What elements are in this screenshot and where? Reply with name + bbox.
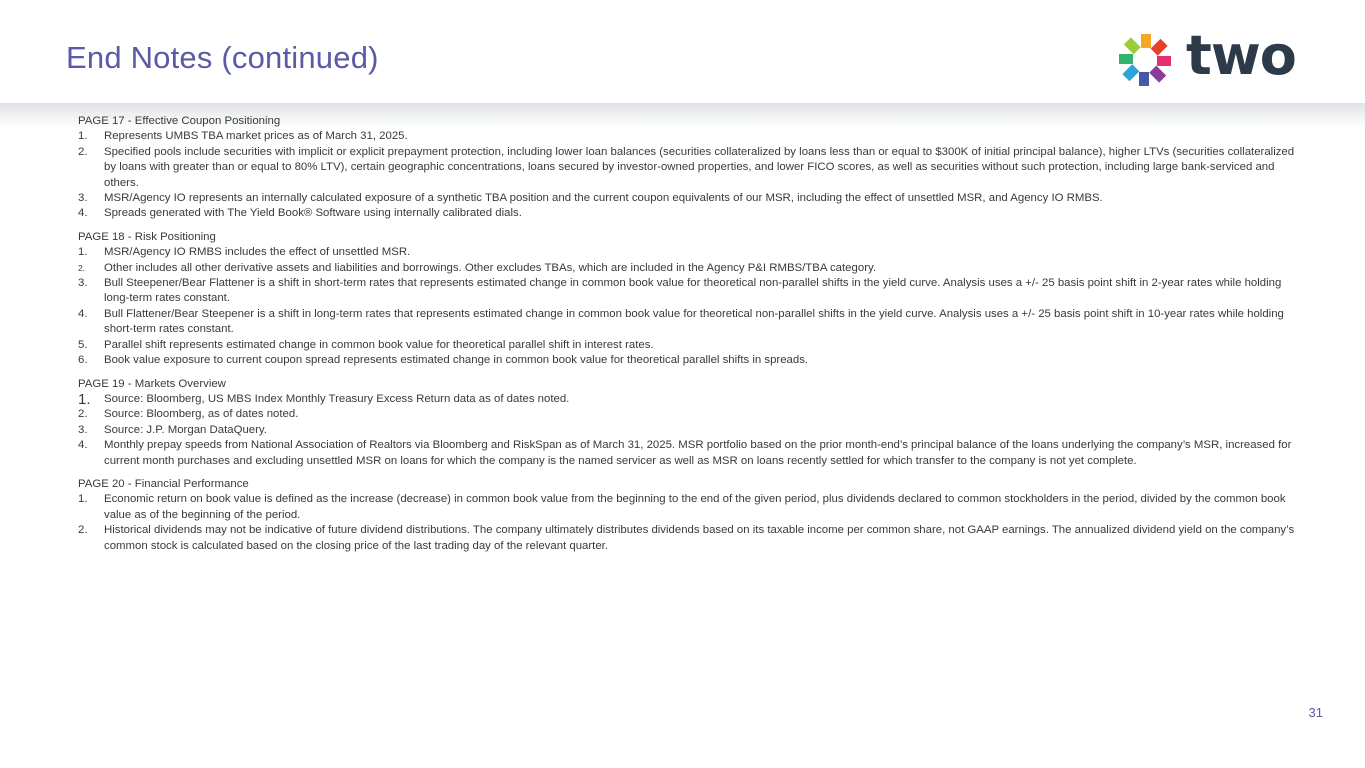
list-item [78, 438, 1308, 469]
item-text: Bull Steepener/Bear Flattener is a shift in short-term rates that represents estimated change in common book value for theoretical non-parallel shifts in the yield curve. Analysis uses a +/- 25 basis point shift in 2-year rates while holding long-term rates constant. [104, 277, 1282, 305]
item-number: 2. [78, 145, 88, 158]
section-page-19 [78, 377, 1308, 469]
list-item [78, 145, 1308, 191]
list-item [78, 206, 1308, 221]
item-number: 5. [78, 338, 88, 351]
item-text: Economic return on book value is defined as the increase (decrease) in common book value from the beginning to the end of the given period, plus dividends declared to common stockholders in the period, divided by the common book value as of the beginning of the period. [104, 493, 1286, 521]
item-text: Other includes all other derivative assets and liabilities and borrowings. Other excludes TBAs, which are included in the Agency P&I RMBS/TBA category. [104, 261, 876, 274]
item-number: 2. [78, 262, 86, 273]
item-number: 2. [78, 408, 88, 421]
item-number: 4. [78, 307, 88, 320]
item-text: MSR/Agency IO represents an internally calculated exposure of a synthetic TBA position and the current coupon equivalents of our MSR, including the effect of unsettled MSR, and Agency IO RMBS. [104, 192, 1103, 205]
list-item [78, 191, 1308, 206]
list-item [78, 307, 1308, 338]
item-text: Historical dividends may not be indicative of future dividend distributions. The company ultimately distributes dividends based on its taxable income per common share, not GAAP earnings. The annualized dividend yield on the company’s common stock is calculated based on the closing price of the last trading day of the relevant quarter. [104, 524, 1295, 552]
item-number: 1. [78, 130, 88, 143]
item-number: 3. [78, 192, 88, 205]
item-text: Source: J.P. Morgan DataQuery. [104, 423, 267, 436]
item-text: Spreads generated with The Yield Book® Software using internally calibrated dials. [104, 207, 522, 220]
section-heading: PAGE 20 - Financial Performance [78, 477, 249, 490]
item-number: 2. [78, 524, 88, 537]
item-number: 1. [78, 390, 91, 408]
item-text: Book value exposure to current coupon spread represents estimated change in common book value for theoretical parallel shifts in spreads. [104, 354, 809, 367]
section-heading: PAGE 19 - Markets Overview [78, 377, 226, 390]
item-text: Parallel shift represents estimated change in common book value for theoretical parallel shift in interest rates. [104, 338, 654, 351]
list-item [78, 261, 1308, 276]
item-text: Source: Bloomberg, as of dates noted. [104, 408, 299, 421]
item-text: Monthly prepay speeds from National Association of Realtors via Bloomberg and RiskSpan as of March 31, 2025. MSR portfolio based on the prior month-end’s principal balance of the loans underlying the company’s MSR, increased for current month purchases and excluding unsettled MSR on loans for which the company is the named servicer as well as MSR on loans recently settled for which transfer to the company is not yet complete. [104, 439, 1292, 467]
page-title: End Notes (continued) [66, 40, 379, 75]
list-item [78, 392, 1308, 407]
section-heading: PAGE 17 - Effective Coupon Positioning [78, 115, 281, 127]
item-number: 3. [78, 277, 88, 290]
list-item [78, 523, 1308, 554]
item-number: 1. [78, 493, 88, 506]
item-text: Specified pools include securities with implicit or explicit prepayment protection, including lower loan balances (securities collateralized by loans less than or equal to $300K of initial principal balance), higher LTVs (securities collateralized by loans with greater than or equal to 80% LTV), certain geographic concentrations, loans secured by investor-owned properties, and lower FICO scores, as well as securities without such protection, including large bank-serviced and others. [104, 145, 1295, 189]
list-item [78, 276, 1308, 307]
page-number: 31 [1308, 705, 1323, 720]
section-heading: PAGE 18 - Risk Positioning [78, 230, 216, 243]
list-item [78, 245, 1308, 260]
logo-wordmark: two [1186, 24, 1296, 87]
item-number: 1. [78, 246, 88, 259]
item-number: 4. [78, 439, 88, 452]
list-item [78, 492, 1308, 523]
item-number: 3. [78, 423, 88, 436]
list-item [78, 407, 1308, 422]
end-notes-content [78, 114, 1308, 562]
item-number: 6. [78, 354, 88, 367]
list-item [78, 353, 1308, 368]
item-text: MSR/Agency IO RMBS includes the effect of unsettled MSR. [104, 246, 411, 259]
section-page-20 [78, 477, 1308, 554]
section-page-18 [78, 230, 1308, 369]
item-number: 4. [78, 207, 88, 220]
list-item [78, 423, 1308, 438]
item-text: Source: Bloomberg, US MBS Index Monthly Treasury Excess Return data as of dates noted. [104, 392, 570, 405]
item-text: Bull Flattener/Bear Steepener is a shift in long-term rates that represents estimated change in common book value for theoretical non-parallel shifts in the yield curve. Analysis uses a +/- 25 basis point shift in 10-year rates while holding short-term rates constant. [104, 307, 1284, 336]
item-text: Represents UMBS TBA market prices as of March 31, 2025. [104, 130, 408, 143]
list-item [78, 129, 1308, 144]
section-page-17 [78, 114, 1308, 222]
list-item [78, 338, 1308, 353]
